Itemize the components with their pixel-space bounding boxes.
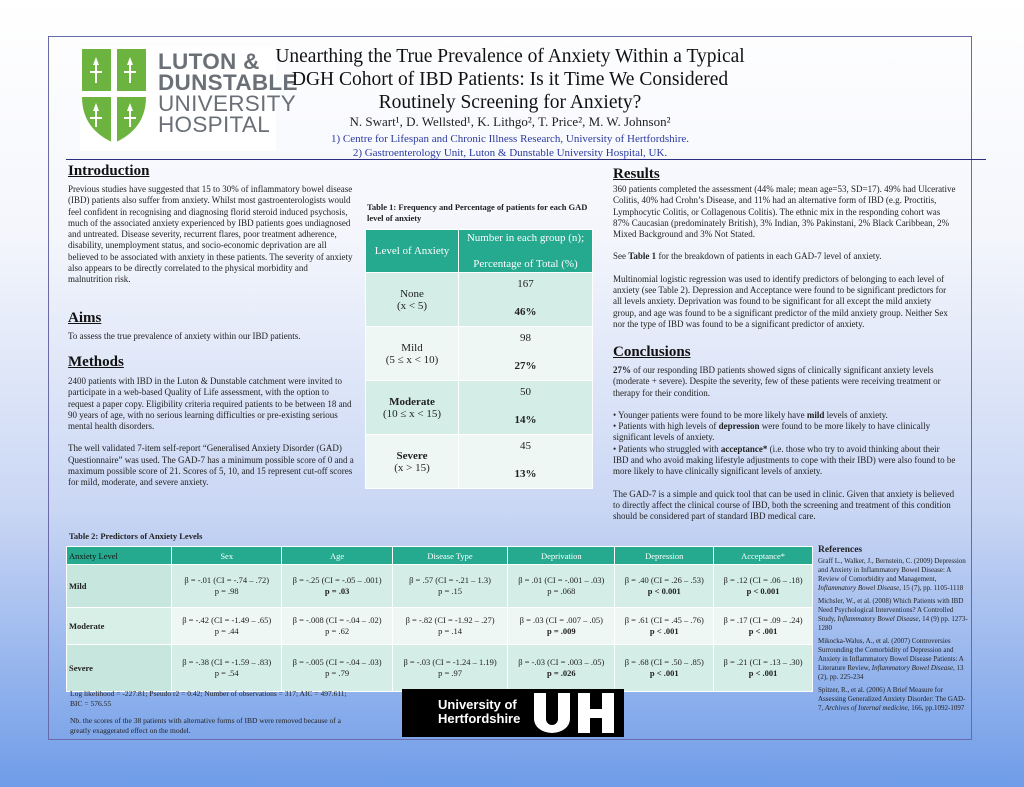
introduction-heading: Introduction [68,163,150,179]
table1 [365,229,593,489]
predictor-cell [392,608,507,645]
methods-text [68,376,354,500]
count-cell [459,327,593,381]
p-value: p = .14 [438,626,463,636]
conclusions-bullet [613,444,956,478]
table2 [66,546,813,692]
p-value: p < .001 [649,668,679,678]
beta-value: β = .21 (CI = .13 – .30) [723,657,803,667]
conclusions-text [613,365,956,534]
level-name: Severe [396,449,428,462]
methods-paragraph: The well validated 7-item self-report “Generalised Anxiety Disorder (GAD) Questionnaire” was used. The GAD-7 has a minimum possible score of 0 and a maximum possible score of 21. Scores of 5, 10, and 15 represent cut-off scores for mild, moderate, and severe anxiety. [68,443,354,488]
model-stats: Log likelihood = -227.81; Pseudo r2 = 0.42; Number of observations = 317; AIC = 497.611; BIC = 576.55 [70,689,347,708]
text-span: See [613,251,629,262]
reference-item [818,637,968,682]
text-span: Inflammatory Bowel Disease, [871,664,955,672]
beta-value: β = .40 (CI = .26 – .53) [624,575,704,585]
text-span: Graff L., Walker, J., Bernstein, C. (2009) Depression and Anxiety in Inflammatory Bowel Disease: A Review of Comorbidity and Management, [818,557,966,583]
conclusions-bullet [613,421,956,444]
text-span: Michsler, W., et al. (2008) Which Patients with IBD Need Psychological Interventions? A Controlled Study, [818,597,964,623]
hospital-shield-icon [80,47,148,145]
beta-value: β = .03 (CI = .007 – .05) [519,615,603,625]
uh-mark-icon [530,693,620,733]
text-span: levels of anxiety. [824,409,888,420]
university-hertfordshire-logo [402,689,624,737]
results-text [613,184,956,341]
predictor-cell [392,565,507,608]
beta-value: β = -.25 (CI = -.05 – .001) [292,575,382,585]
table-row [366,435,593,489]
text-span: (i.e. those who try to avoid thinking about their IBD and who avoid making lifestyle adjustments to cope with their IBD) were also found to be more likely to have clinically significant levels of anxiety. [613,443,956,477]
predictor-cell [172,565,282,608]
aims-heading: Aims [68,310,102,326]
text-span: Inflammatory Bowel Disease, [818,584,902,592]
beta-value: β = -.38 (CI = -1.59 – .83) [182,657,272,667]
table2-header: Anxiety Level [67,547,172,565]
percent-value: 27% [514,360,537,372]
table1-header-line: Percentage of Total (%) [473,258,578,270]
poster-title: Unearthing the True Prevalence of Anxiety Within a Typical DGH Cohort of IBD Patients: Is it Time We Considered Routinely Screening for Anxiety? [275,46,745,113]
predictor-cell [615,565,714,608]
level-name: Moderate [389,395,435,408]
text-span: • Younger patients were found to be more likely have [613,409,807,420]
table2-caption: Table 2: Predictors of Anxiety Levels [69,531,203,541]
count-value: 98 [520,332,531,344]
anxiety-level-cell [366,327,459,381]
affiliation-2: 2) Gastroenterology Unit, Luton & Dunstable University Hospital, UK. [352,147,668,159]
table-row [67,645,813,692]
table2-header: Sex [172,547,282,565]
methods-paragraph: 2400 patients with IBD in the Luton & Dunstable catchment were invited to participate in a web-based Quality of Life assessment, with the option to request a paper copy. Eligibility criteria required patients to be between 18 and 90 years of age, with no serious learning difficulties or pre-existing serious mental health disorders. [68,376,352,432]
conclusions-paragraph: The GAD-7 is a simple and quick tool that can be used in clinic. Given that anxiety is believed to directly affect the clinical course of IBD, both the screening and treatment of this condition should be considered part of standard IBD medical care. [613,488,955,522]
row-label: Severe [67,645,172,692]
predictor-cell [714,565,813,608]
table-row [366,381,593,435]
logo-line: DUNSTABLE [158,70,298,95]
reference-item [818,557,968,593]
predictor-cell [508,565,615,608]
table-row [67,608,813,645]
predictor-cell [392,645,507,692]
reference-item [818,686,968,713]
table-row [67,565,813,608]
text-span: 13 (2), pp. 225-234 [818,664,964,681]
predictor-cell [615,608,714,645]
table2-header: Acceptance* [714,547,813,565]
text-span: 14 (9) pp. 1273-1280 [818,615,968,632]
p-value: p = .068 [547,586,576,596]
table2-header: Deprivation [508,547,615,565]
beta-value: β = .17 (CI = .09 – .24) [723,615,803,625]
results-paragraph [613,251,956,262]
aims-text: To assess the true prevalence of anxiety within our IBD patients. [68,331,301,341]
p-value: p = .79 [325,668,350,678]
predictor-cell [172,608,282,645]
references-heading: References [818,545,863,555]
p-value: p < .001 [748,626,778,636]
level-range: (5 ≤ x < 10) [385,353,439,366]
predictor-cell [282,565,392,608]
results-heading: Results [613,166,660,182]
row-label: Mild [67,565,172,608]
uh-logo-line: Hertfordshire [438,711,521,726]
logo-line: HOSPITAL [158,112,271,137]
methods-heading: Methods [68,354,124,370]
conclusions-paragraph [613,365,956,399]
p-value: p < .001 [748,668,778,678]
percent-value: 46% [514,306,537,318]
table-row [366,273,593,327]
level-range: (x > 15) [394,461,430,474]
table1-header [459,230,593,273]
table2-header: Age [282,547,392,565]
text-span: • Patients who struggled with [613,443,721,454]
results-paragraph: Multinomial logistic regression was used to identify predictors of belonging to each level of anxiety (see Table 2). Depression and Acceptance were found to be significant predictors for all levels anxiety. Deprivation was found to be significant for all except the mild anxiety group, and age was found to be a significant predictor of the mild anxiety group. Neither Sex nor the type of IBD was found to be a significant predictor of anxiety. [613,273,948,329]
table1-caption: Table 1: Frequency and Percentage of patients for each GAD level of anxiety [367,202,588,223]
count-value: 50 [520,386,531,398]
table2-header: Disease Type [392,547,507,565]
beta-value: β = .01 (CI = -.001 – .03) [518,575,605,585]
count-cell [459,273,593,327]
beta-value: β = -.03 (CI = .003 – .05) [518,657,605,667]
predictor-cell [172,645,282,692]
p-value: p = .54 [214,668,239,678]
affiliation-1: 1) Centre for Lifespan and Chronic Illness Research, University of Hertfordshire. [331,133,689,145]
text-span: Archives of Internal medicine, [825,704,910,712]
table1-header: Level of Anxiety [366,230,459,273]
p-value: p = .026 [546,668,576,678]
table1-header-line: Number in each group (n); [466,232,585,244]
p-value: p = .98 [214,586,239,596]
text-span: were found to be more likely to have clinically significant levels of anxiety. [613,421,931,443]
beta-value: β = .68 (CI = .50 – .85) [624,657,704,667]
anxiety-level-cell [366,381,459,435]
uh-logo-line: University of [438,697,517,712]
beta-value: β = .61 (CI = .45 – .76) [624,615,704,625]
conclusions-bullet [613,410,956,421]
text-span: Inflammatory Bowel Disease, [837,615,921,623]
beta-value: β = -.03 (CI = -1.24 – 1.19) [403,657,497,667]
table-row [366,327,593,381]
beta-value: β = -.01 (CI = -.74 – .72) [184,575,270,585]
predictor-cell [508,608,615,645]
text-span: depression [718,421,760,432]
row-label: Moderate [67,608,172,645]
level-range: (x < 5) [396,299,428,312]
logo-line: LUTON & [158,49,260,74]
predictor-cell [508,645,615,692]
p-value: p = .97 [438,668,463,678]
level-name: Mild [401,341,423,354]
reference-item [818,597,968,633]
predictor-cell [615,645,714,692]
references [818,546,968,717]
introduction-text: Previous studies have suggested that 15 to 30% of inflammatory bowel disease (IBD) patients also suffer from anxiety. Whilst most gastroenterologists would feel confident in recognising and diagnosing florid steroid induced psychosis, much of the associated anxiety experienced by IBD patients goes undiagnosed and untreated. Disease severity, recurrent flares, poor treatment adherence, disability, unemployment status, and socio-economic deprivation are all believed to be associated with anxiety in these patients. The severity of anxiety also appears to be directly correlated to the physical morbidity and malnutrition risk. [68,184,353,285]
anxiety-level-cell [366,273,459,327]
p-value: p = .15 [438,586,463,596]
conclusions-heading: Conclusions [613,344,691,360]
text-span: acceptance* [720,443,768,454]
text-span: mild [806,409,825,420]
p-value: p = .62 [325,626,350,636]
predictor-cell [714,608,813,645]
percent-value: 14% [514,414,537,426]
level-range: (10 ≤ x < 15) [382,407,442,420]
p-value: p < .001 [649,626,679,636]
count-cell [459,381,593,435]
footnote-note: Nb. the scores of the 38 patients with alternative forms of IBD were removed because of a greatly exaggerated effect on the model. [70,716,341,735]
beta-value: β = -.82 (CI = -1.92 – .27) [405,615,495,625]
percent-value: 13% [514,468,537,480]
count-value: 167 [517,278,534,290]
text-span: Mikocka-Walus, A., et al. (2007) Controversies Surrounding the Comorbidity of Depression and Anxiety in Inflammatory Bowel Disease Patients: A Literature Review, [818,637,964,672]
luton-dunstable-logo [80,47,298,151]
anxiety-level-cell [366,435,459,489]
p-value: p < 0.001 [746,586,780,596]
beta-value: β = .57 (CI = -.21 – 1.3) [409,575,491,585]
text-span: for the breakdown of patients in each GAD-7 level of anxiety. [656,251,882,262]
affiliations [270,132,750,160]
predictor-cell [282,645,392,692]
p-value: p = .009 [546,626,576,636]
predictor-cell [282,608,392,645]
p-value: p = .44 [214,626,239,636]
text-span: Spitzer, R., et al. (2006) A Brief Measure for Assessing Generalized Anxiety Disorder: The GAD-7, [818,686,966,712]
beta-value: β = -.005 (CI = -.04 – .03) [292,657,382,667]
logo-line: UNIVERSITY [158,91,297,116]
text-span: of our responding IBD patients showed signs of clinically significant anxiety levels (moderate + severe). Despite the severity, few of these patients were receiving treatment or therapy for their condition. [613,365,941,398]
text-span: • Patients with high levels of [613,421,719,432]
text-span: 15 (7), pp. 1105-1118 [901,584,964,592]
header-divider [66,159,986,160]
level-name: None [400,287,424,300]
text-span: Table 1 [628,251,657,262]
count-value: 45 [520,440,531,452]
table2-header: Depression [615,547,714,565]
beta-value: β = -.008 (CI = -.04 – .02) [292,615,382,625]
beta-value: β = .12 (CI = .06 – .18) [723,575,803,585]
predictor-cell [714,645,813,692]
results-paragraph: 360 patients completed the assessment (44% male; mean age=53, SD=17). 49% had Ulcerative Colitis, 40% had Crohn’s Disease, and 11% had an alternative form of IBD (e.g. Proctitis, Lymphocytic Colitis, or Collagenous Colitis). The ethnic mix in the responding cohort was 87% Caucasian (predominately British), 3% Indian, 3% Pakinstani, 2% Black Caribbean, 2% Mixed Background and 3% Not Stated. [613,184,956,240]
count-cell [459,435,593,489]
p-value: p < 0.001 [647,586,681,596]
p-value: p = .03 [324,586,350,596]
text-span: 166, pp.1092-1097 [909,704,965,712]
text-span: 27% [613,365,631,375]
beta-value: β = -.42 (CI = -1.49 – .65) [182,615,272,625]
table2-footnote [70,689,360,743]
authors: N. Swart¹, D. Wellsted¹, K. Lithgo², T. Price², M. W. Johnson² [349,114,671,129]
